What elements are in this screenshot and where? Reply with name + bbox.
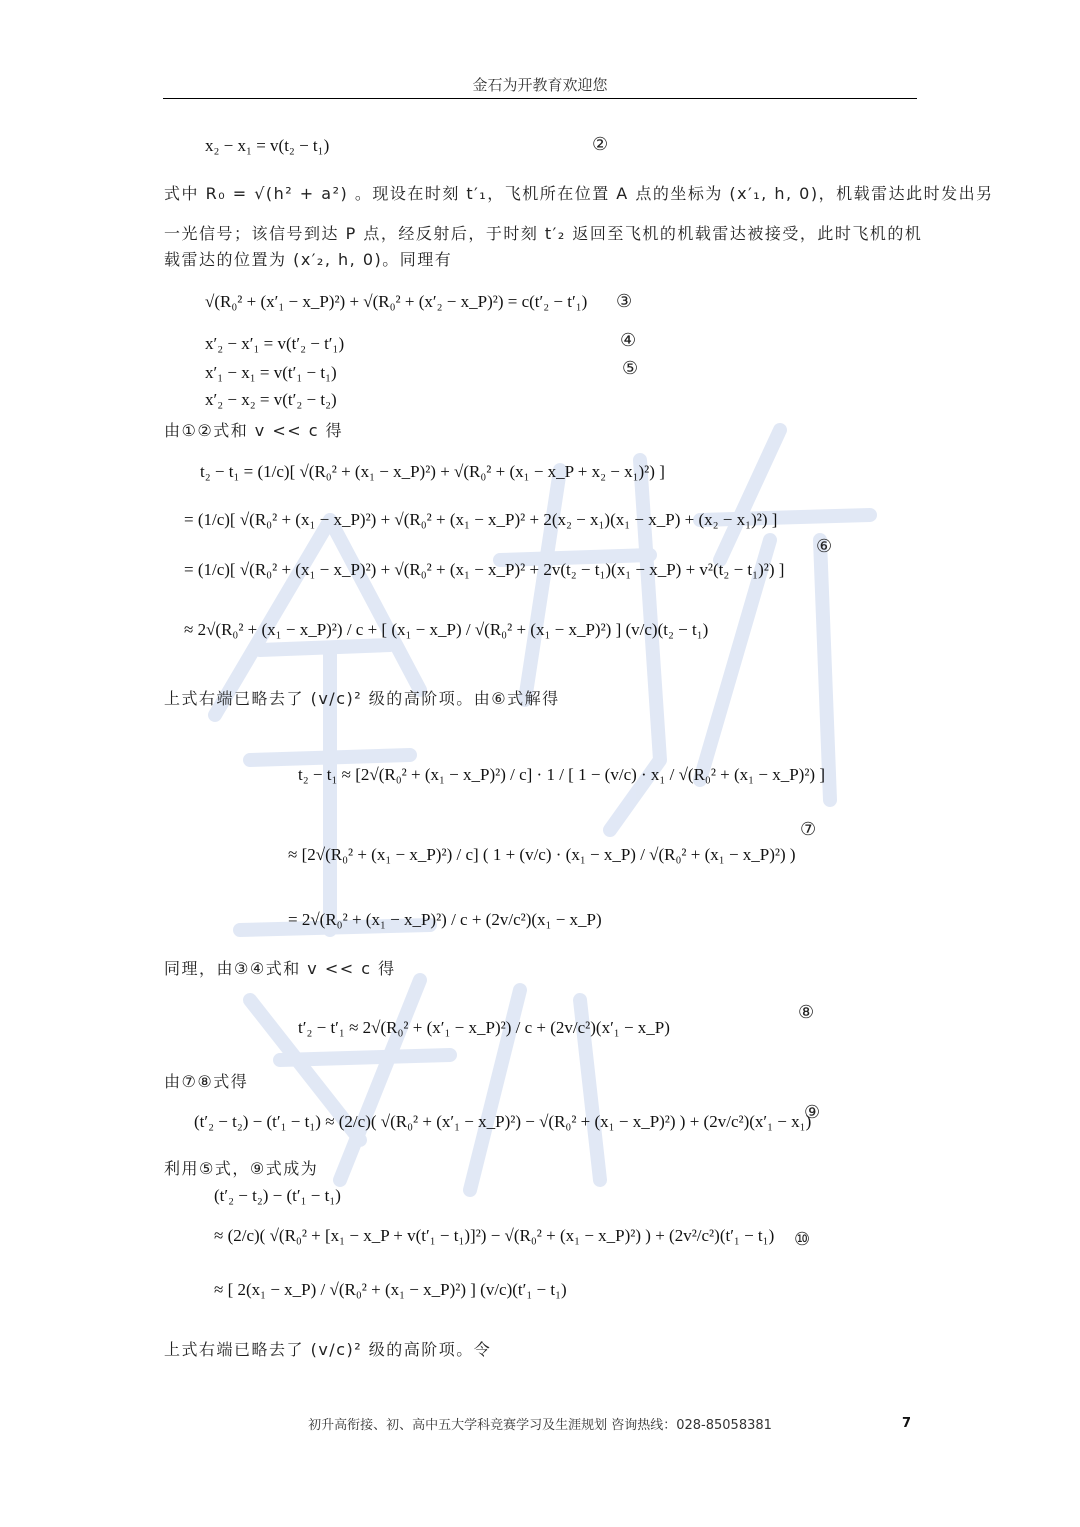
equation-8: t′₂ − t′₁ ≈ 2√(R₀² + (x′₁ − x_P)²) / c + (2v/c²)(x′₁ − x_P) — [298, 1018, 670, 1037]
equation-2: x₂ − x₁ = v(t₂ − t₁) — [205, 136, 330, 155]
equation-10-line-1: (t′₂ − t₂) − (t′₁ − t₁) — [214, 1186, 341, 1205]
equation-10-line-2: ≈ (2/c)( √(R₀² + [x₁ − x_P + v(t′₁ − t₁)]²) − √(R₀² + (x₁ − x_P)²) ) + (2v²/c²)(t′₁ − t₁) — [214, 1226, 775, 1245]
text-line: 上式右端已略去了 (v/c)² 级的高阶项。由⑥式解得 — [164, 689, 560, 708]
equation-7-line-3: = 2√(R₀² + (x₁ − x_P)²) / c + (2v/c²)(x₁ − x_P) — [288, 910, 602, 929]
text-line: 上式右端已略去了 (v/c)² 级的高阶项。令 — [164, 1340, 492, 1359]
equation-number-7: ⑦ — [800, 819, 817, 840]
text-line: 由⑦⑧式得 — [164, 1072, 249, 1091]
footer-contact-text: 初升高衔接、初、高中五大学科竞赛学习及生涯规划 咨询热线：028-85058381 — [308, 1418, 772, 1433]
equation-10-line-3: ≈ [ 2(x₁ − x_P) / √(R₀² + (x₁ − x_P)²) ] (v/c)(t′₁ − t₁) — [214, 1280, 567, 1299]
page-number: 7 — [902, 1416, 912, 1431]
equation-number-5: ⑤ — [622, 358, 639, 379]
equation-number-10: ⑩ — [794, 1229, 811, 1250]
text-line: 同理，由③④式和 v << c 得 — [164, 959, 396, 978]
equation-number-9: ⑨ — [804, 1102, 821, 1123]
equation-7-line-2: ≈ [2√(R₀² + (x₁ − x_P)²) / c] ( 1 + (v/c) · (x₁ − x_P) / √(R₀² + (x₁ − x_P)²) ) — [288, 845, 796, 864]
equation-number-2: ② — [592, 134, 609, 155]
equation-number-4: ④ — [620, 330, 637, 351]
text-line: 一光信号；该信号到达 P 点，经反射后，于时刻 t′₂ 返回至飞机的机载雷达被接受，此时飞机的机 — [164, 224, 923, 243]
equation-6-line-2: = (1/c)[ √(R₀² + (x₁ − x_P)²) + √(R₀² + (x₁ − x_P)² + 2(x₂ − x₁)(x₁ − x_P) + (x₂ − x₁)²) ] — [184, 510, 778, 529]
equation-6-line-4: ≈ 2√(R₀² + (x₁ − x_P)²) / c + [ (x₁ − x_P) / √(R₀² + (x₁ − x_P)²) ] (v/c)(t₂ − t₁) — [184, 620, 709, 639]
equation-7-line-1: t₂ − t₁ ≈ [2√(R₀² + (x₁ − x_P)²) / c] · 1 / [ 1 − (v/c) · x₁ / √(R₀² + (x₁ − x_P)²) ] — [298, 765, 825, 784]
text-line: 由①②式和 v << c 得 — [164, 421, 344, 440]
equation-number-8: ⑧ — [798, 1002, 815, 1023]
equation-3: √(R₀² + (x′₁ − x_P)²) + √(R₀² + (x′₂ − x_P)²) = c(t′₂ − t′₁) — [205, 292, 588, 311]
equation-number-3: ③ — [616, 291, 633, 312]
equation-6-line-3: = (1/c)[ √(R₀² + (x₁ − x_P)²) + √(R₀² + (x₁ − x_P)² + 2v(t₂ − t₁)(x₁ − x_P) + v²(t₂ − t₁)²) ] — [184, 560, 785, 579]
equation-5: x′₁ − x₁ = v(t′₁ − t₁) — [205, 363, 337, 382]
equation-6-line-1: t₂ − t₁ = (1/c)[ √(R₀² + (x₁ − x_P)²) + √(R₀² + (x₁ − x_P + x₂ − x₁)²) ] — [200, 462, 665, 481]
text-line: 载雷达的位置为 (x′₂, h, 0)。同理有 — [164, 250, 453, 269]
page-header-title: 金石为开教育欢迎您 — [472, 76, 608, 94]
text-line: 利用⑤式，⑨式成为 — [164, 1159, 319, 1178]
text-line: 式中 R₀ = √(h² + a²) 。现设在时刻 t′₁，飞机所在位置 A 点的坐标为 (x′₁, h, 0)，机载雷达此时发出另 — [164, 184, 994, 203]
equation-9: (t′₂ − t₂) − (t′₁ − t₁) ≈ (2/c)( √(R₀² + (x′₁ − x_P)²) − √(R₀² + (x₁ − x_P)²) ) + (2v/c²)(x′₁ − x₁) — [194, 1112, 812, 1131]
equation-4: x′₂ − x′₁ = v(t′₂ − t′₁) — [205, 334, 345, 353]
equation: x′₂ − x₂ = v(t′₂ − t₂) — [205, 390, 337, 409]
equation-number-6: ⑥ — [816, 536, 833, 557]
